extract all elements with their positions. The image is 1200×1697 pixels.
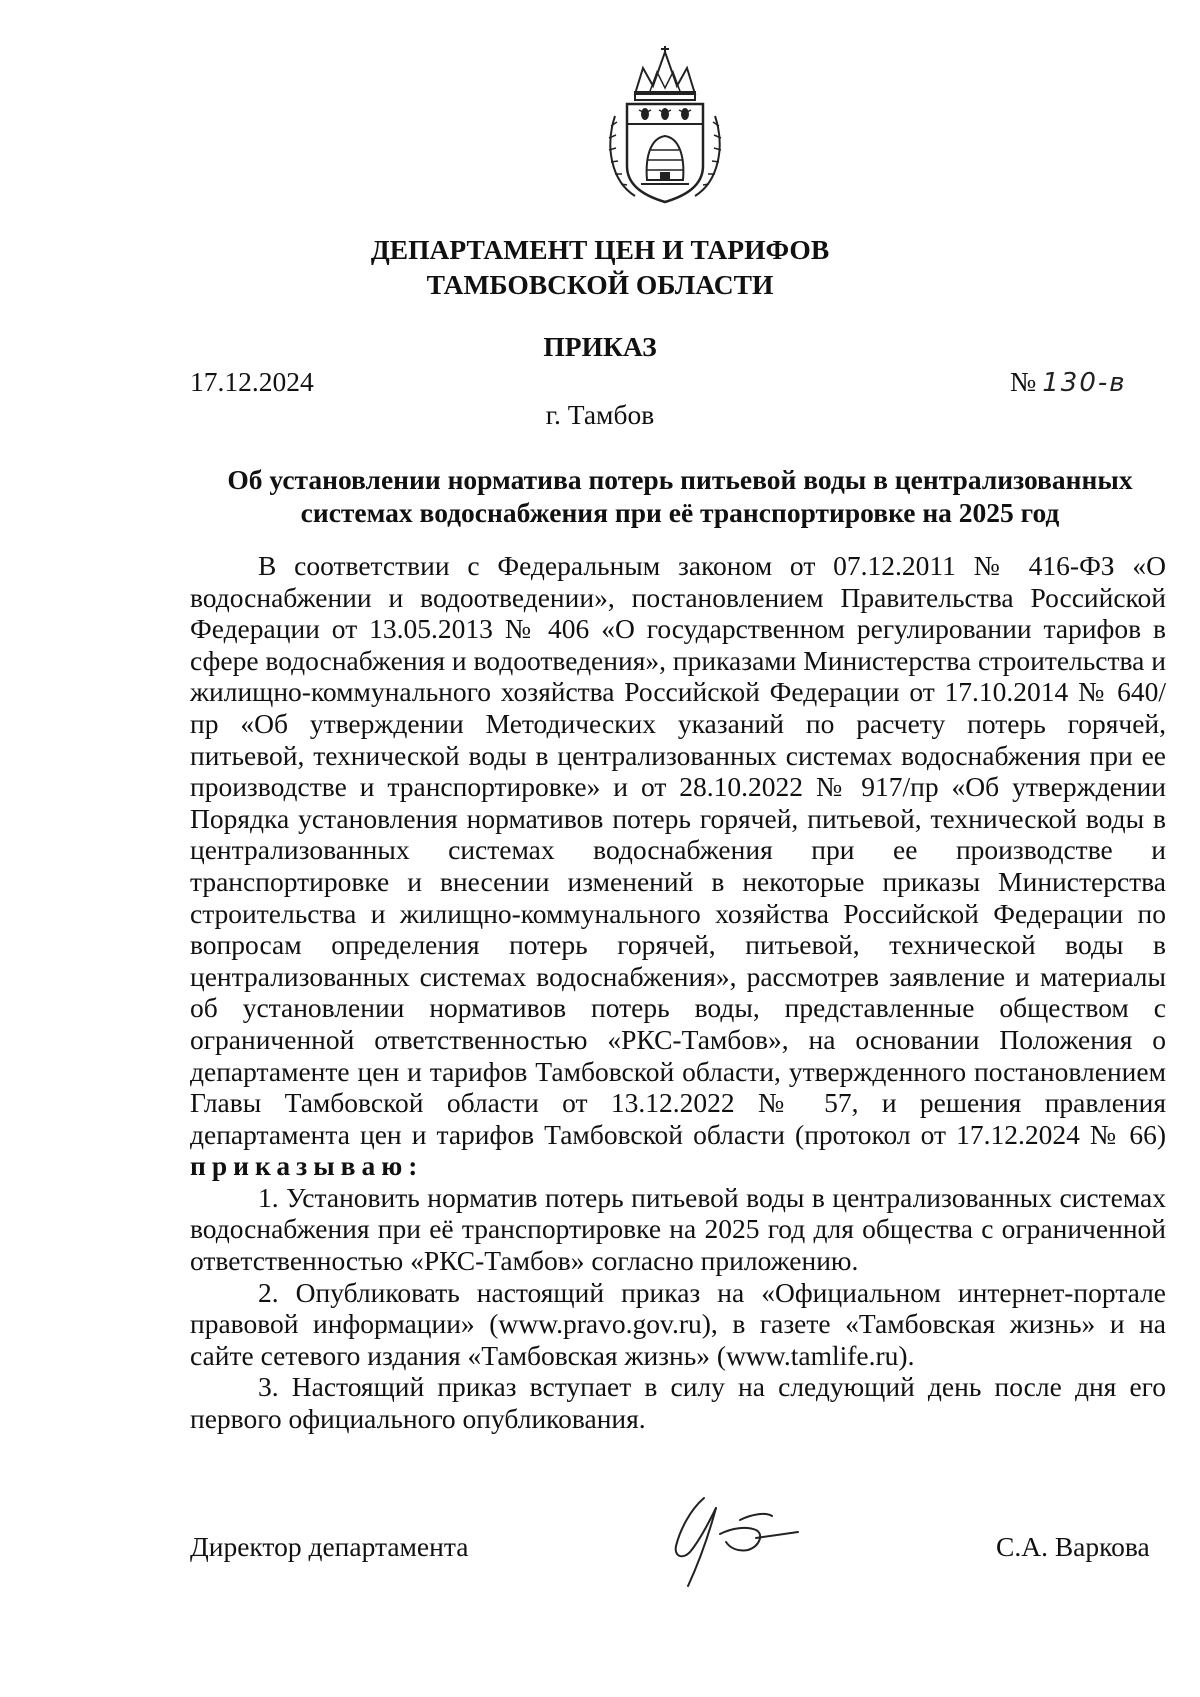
handwritten-signature-icon (660, 1490, 830, 1590)
preamble-paragraph (190, 550, 1166, 1182)
document-number (1010, 365, 1127, 400)
document-type: ПРИКАЗ (543, 331, 657, 362)
signatory-role: Директор департамента (190, 1531, 469, 1562)
signatory-name: С.А. Варкова (996, 1531, 1150, 1562)
item-1-paragraph: 1. Установить норматив потерь питьевой воды в централизованных системах водоснабжения при её транспортировке на 2025 год для общества с ограниченной ответственностью «РКС-Тамбов» согласно приложению. (190, 1181, 1166, 1277)
number-label: № (1010, 366, 1037, 397)
subject-line-2: системах водоснабжения при её транспортировке на 2025 год (300, 497, 1060, 528)
document-date: 17.12.2024 (190, 366, 314, 397)
number-value-handwritten: 130-в (1042, 368, 1127, 398)
order-word: приказываю: (190, 1150, 424, 1182)
document-city: г. Тамбов (545, 399, 655, 430)
department-name (0, 232, 1200, 302)
item-2-paragraph: 2. Опубликовать настоящий приказ на «Официальном интернет-портале правовой информации» (www.pravo.gov.ru), в газете «Тамбовская жизнь» и на сайте сетевого издания «Тамбовская жизнь» (www.tamlife.ru). (190, 1276, 1166, 1371)
preamble-text: В соответствии с Федеральным законом от 07.12.2011 № 416-ФЗ «О водоснабжении и водоотведении», постановлением Правительства Российской Федерации от 13.05.2013 № 406 «О государственном регулировании тарифов в сфере водоснабжения и водоотведения», приказами Министерства строительства и жилищно-коммунального хозяйства Российской Федерации от 17.10.2014 № 640/пр «Об утверждении Методических указаний по расчету потерь горячей, питьевой, технической воды в централизованных системах водоснабжения при ее производстве и транспортировке» и от 28.10.2022 № 917/пр «Об утверждении Порядка установления нормативов потерь горячей, питьевой, технической воды в централизованных системах водоснабжения при ее производстве и транспортировке и внесении изменений в некоторые приказы Министерства строительства и жилищно-коммунального хозяйства Российской Федерации по вопросам определения потерь горячей, питьевой, технической воды в централизованных системах водоснабжения», рассмотрев заявление и материалы об установлении нормативов потерь воды, представленные обществом с ограниченной ответственностью «РКС-Тамбов», на основании Положения о департаменте цен и тарифов Тамбовской области, утвержденного постановлением Главы Тамбовской области от 13.12.2022 № 57, и решения правления департамента цен и тарифов Тамбовской области (протокол от 17.12.2024 № 66) (190, 550, 1166, 1150)
coat-of-arms-icon (605, 46, 725, 204)
item-3-paragraph: 3. Настоящий приказ вступает в силу на следующий день после дня его первого официального опубликования. (190, 1371, 1166, 1435)
document-body (190, 550, 1166, 1435)
document-subject (190, 463, 1170, 529)
department-line-1: ДЕПАРТАМЕНТ ЦЕН И ТАРИФОВ (370, 234, 830, 265)
subject-line-1: Об установлении норматива потерь питьевой воды в централизованных (227, 464, 1133, 495)
department-line-2: ТАМБОВСКОЙ ОБЛАСТИ (426, 269, 774, 300)
